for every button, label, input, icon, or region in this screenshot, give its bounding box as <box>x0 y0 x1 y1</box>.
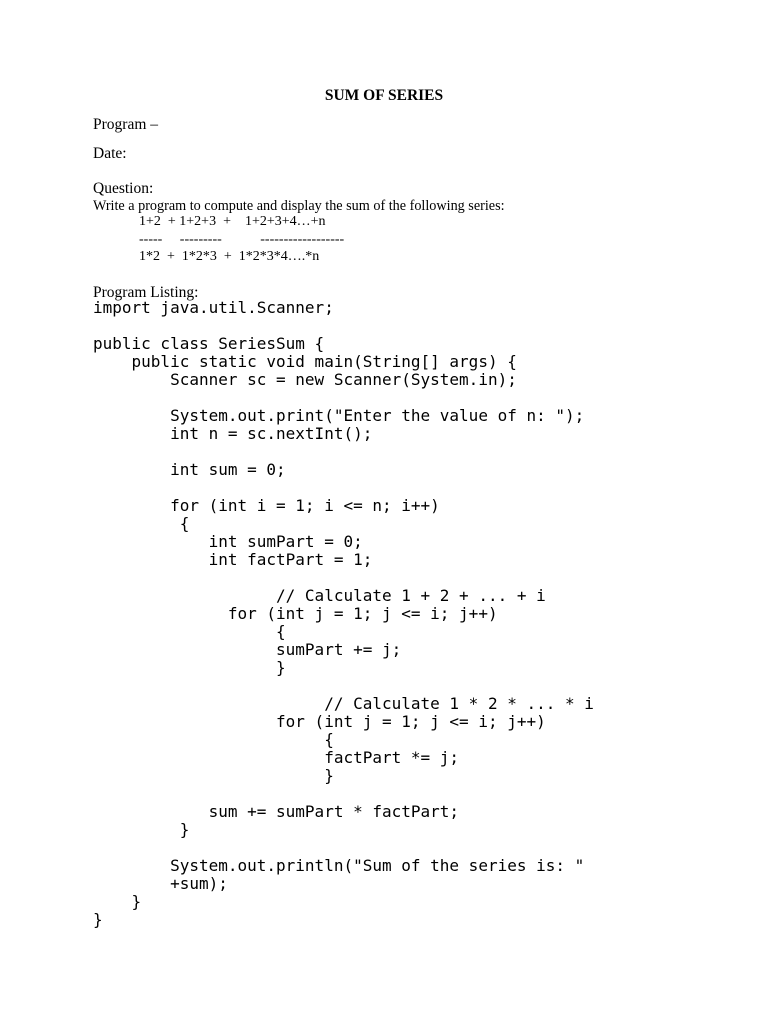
code-line: +sum); <box>93 874 228 893</box>
question-label: Question: <box>93 180 154 197</box>
code-line <box>93 569 594 587</box>
date-label: Date: <box>93 145 127 162</box>
code-line <box>93 479 594 497</box>
program-label: Program – <box>93 116 159 133</box>
code-line: int sum = 0; <box>93 460 286 479</box>
code-line: { <box>93 622 286 641</box>
code-line: import java.util.Scanner; <box>93 298 334 317</box>
code-line <box>93 389 594 407</box>
code-listing <box>93 299 594 929</box>
code-line: } <box>93 892 142 911</box>
code-line: { <box>93 730 334 749</box>
code-line: int factPart = 1; <box>93 550 373 569</box>
code-line: public static void main(String[] args) { <box>93 352 517 371</box>
code-line <box>93 443 594 461</box>
code-line: for (int j = 1; j <= i; j++) <box>93 604 498 623</box>
code-line: for (int j = 1; j <= i; j++) <box>93 712 546 731</box>
code-line: // Calculate 1 + 2 + ... + i <box>93 586 546 605</box>
code-line: factPart *= j; <box>93 748 460 767</box>
code-line: } <box>93 766 334 785</box>
program-listing-label: Program Listing: <box>93 284 199 301</box>
code-line: { <box>93 514 190 533</box>
code-line: // Calculate 1 * 2 * ... * i <box>93 694 594 713</box>
code-line <box>93 317 594 335</box>
code-line: } <box>93 658 286 677</box>
code-line: sum += sumPart * factPart; <box>93 802 460 821</box>
code-line: int sumPart = 0; <box>93 532 363 551</box>
code-line: sumPart += j; <box>93 640 402 659</box>
code-line <box>93 677 594 695</box>
code-line: int n = sc.nextInt(); <box>93 424 373 443</box>
code-line <box>93 785 594 803</box>
code-line: Scanner sc = new Scanner(System.in); <box>93 370 517 389</box>
code-line: } <box>93 820 190 839</box>
code-line: } <box>93 910 103 929</box>
series-denominators: 1*2 + 1*2*3 + 1*2*3*4….*n <box>139 249 320 264</box>
code-line: System.out.println("Sum of the series is: " <box>93 856 585 875</box>
code-line <box>93 839 594 857</box>
question-text: Write a program to compute and display the sum of the following series: <box>93 198 505 214</box>
code-line: public class SeriesSum { <box>93 334 325 353</box>
code-line: for (int i = 1; i <= n; i++) <box>93 496 440 515</box>
series-numerators: 1+2 + 1+2+3 + 1+2+3+4…+n <box>139 214 326 229</box>
document-title: SUM OF SERIES <box>324 87 444 104</box>
code-line: System.out.print("Enter the value of n: "); <box>93 406 585 425</box>
series-dividers: ----- --------- ------------------ <box>139 232 345 247</box>
